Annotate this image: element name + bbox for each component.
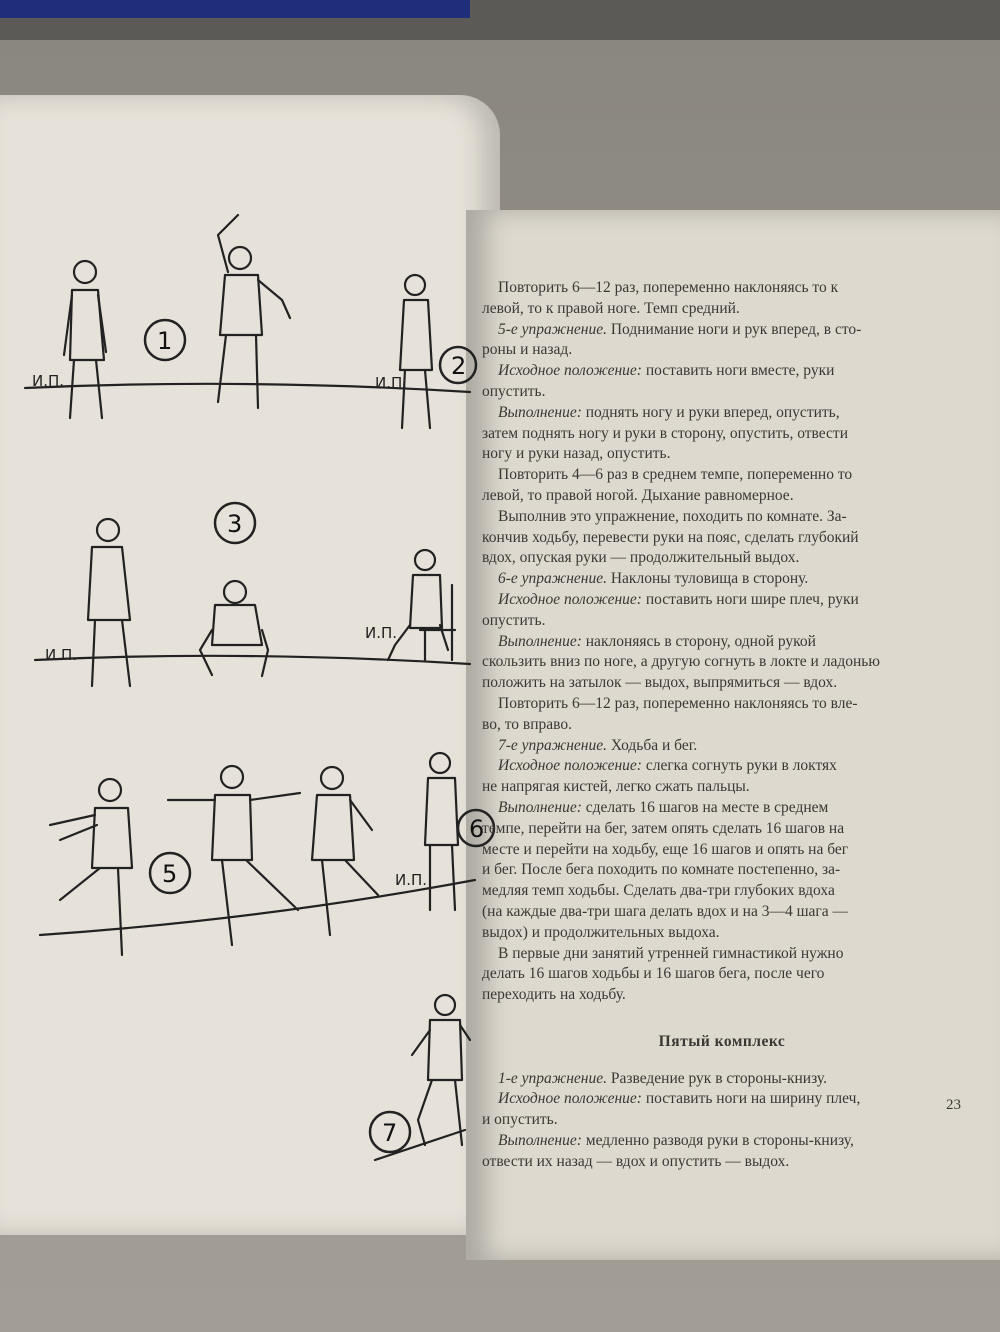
exercise-number-2: 2 [451, 352, 467, 380]
figure-standing-3 [88, 519, 130, 686]
exercise-term: Исходное положение: [498, 1090, 642, 1108]
line-text: слегка согнуть руки в локтях [641, 757, 837, 775]
text-line [482, 486, 962, 507]
exercise-term: Выполнение: [498, 632, 582, 650]
line-text: В первые дни занятий утренней гимнастикой нужно [498, 944, 844, 962]
line-text: затем поднять ногу и руки в сторону, опустить, отвести [482, 424, 848, 442]
ip-label: И.П. [395, 871, 428, 889]
line-text: ногу и руки назад, опустить. [482, 445, 671, 463]
text-line [482, 361, 962, 382]
exercise-number-6: 6 [469, 815, 485, 843]
line-text: поставить ноги на ширину плеч, [641, 1090, 861, 1108]
figure-standing-2 [400, 275, 432, 428]
text-line [482, 548, 962, 569]
exercise-number-7: 7 [382, 1119, 398, 1147]
text-line [482, 777, 962, 798]
line-text: Ходьба и бег. [606, 736, 698, 754]
line-text: во, то вправо. [482, 715, 572, 733]
text-line [482, 611, 962, 632]
text-line [482, 652, 962, 673]
page-number: 23 [946, 1097, 961, 1113]
text-line [482, 964, 962, 985]
text-line [482, 944, 962, 965]
line-text: поставить ноги вместе, руки [641, 362, 835, 380]
figure-leg-back-6 [312, 767, 378, 935]
line-text: левой, то правой ногой. Дыхание равномерное. [482, 486, 794, 504]
text-line [482, 424, 962, 445]
line-text: и опустить. [482, 1111, 558, 1129]
text-line [482, 1152, 962, 1173]
text-section-complex-5 [482, 1069, 962, 1173]
exercise-term: 6-е упражнение. [498, 570, 607, 588]
text-line [482, 756, 962, 777]
line-text: медляя темп ходьбы. Сделать два-три глубоких вдоха [482, 882, 835, 900]
text-section-complex-4 [482, 278, 962, 1006]
text-line [482, 569, 962, 590]
line-text: Поднимание ноги и рук вперед, в сто- [606, 320, 862, 338]
exercise-term: Исходное положение: [498, 757, 642, 775]
figure-leg-forward-5 [50, 779, 132, 955]
line-text: Разведение рук в стороны-книзу. [606, 1069, 827, 1087]
section-heading: Пятый комплекс [658, 1032, 786, 1050]
text-line [482, 860, 962, 881]
text-line [482, 715, 962, 736]
line-text: Наклоны туловища в сторону. [606, 570, 809, 588]
text-line [482, 320, 962, 341]
text-line [482, 694, 962, 715]
figure-arm-raised-1 [218, 215, 290, 408]
text-line [482, 902, 962, 923]
line-text: наклоняясь в сторону, одной рукой [581, 632, 816, 650]
text-line [482, 1110, 962, 1131]
ip-label: И.П. [375, 374, 408, 392]
line-text: не напрягая кистей, легко сжать пальцы. [482, 778, 750, 796]
exercise-term: Выполнение: [498, 1132, 582, 1150]
line-text: вдох, опуская руки — продолжительный выдох. [482, 549, 800, 567]
exercise-term: 1-е упражнение. [498, 1069, 607, 1087]
text-line [482, 444, 962, 465]
line-text: темпе, перейти на бег, затем опять сделать 16 шагов на [482, 819, 845, 837]
line-text: и бег. После бега походить по комнате постепенно, за- [482, 861, 841, 879]
text-line [482, 403, 962, 424]
text-line [482, 1131, 962, 1152]
line-text: Выполнив это упражнение, походить по комнате. За- [498, 507, 847, 525]
line-text: медленно разводя руки в стороны-книзу, [581, 1132, 854, 1150]
line-text: Повторить 6—12 раз, попеременно наклоняясь то вле- [498, 694, 858, 712]
line-text: роны и назад. [482, 341, 573, 359]
text-line [482, 340, 962, 361]
text-line [482, 881, 962, 902]
line-text: опустить. [482, 611, 546, 629]
line-text: Повторить 4—6 раз в среднем темпе, попеременно то [498, 466, 853, 484]
text-line [482, 507, 962, 528]
text-line [482, 590, 962, 611]
exercise-term: Исходное положение: [498, 590, 642, 608]
text-line [482, 673, 962, 694]
text-line [482, 819, 962, 840]
text-line [482, 632, 962, 653]
text-line [482, 1089, 962, 1110]
exercise-term: 7-е упражнение. [498, 736, 607, 754]
line-text: переходить на ходьбу. [482, 986, 626, 1004]
line-text: кончив ходьбу, перевести руки на пояс, сделать глубокий [482, 528, 859, 546]
ip-label: И.П. [365, 624, 398, 642]
floor-line [35, 656, 470, 664]
exercise-term: Исходное положение: [498, 362, 642, 380]
line-text: месте и перейти на ходьбу, еще 16 шагов и опять на бег [482, 840, 849, 858]
line-text: опустить. [482, 382, 546, 400]
line-text: поставить ноги шире плеч, руки [641, 590, 859, 608]
line-text: скользить вниз по ноге, а другую согнуть в локте и ладонью [482, 653, 880, 671]
exercise-term: 5-е упражнение. [498, 320, 607, 338]
text-line [482, 278, 962, 299]
line-text: поднять ногу и руки вперед, опустить, [581, 403, 840, 421]
figure-walking-7 [412, 995, 470, 1145]
exercise-term: Выполнение: [498, 403, 582, 421]
page-text [482, 278, 962, 1173]
figure-squatting-3 [200, 581, 268, 676]
exercise-term: Выполнение: [498, 798, 582, 816]
line-text: (на каждые два-три шага делать вдох и на 3—4 шага — [482, 902, 849, 920]
text-line [482, 840, 962, 861]
text-line [482, 985, 962, 1006]
text-line [482, 798, 962, 819]
text-line [482, 382, 962, 403]
exercise-number-1: 1 [157, 327, 173, 355]
ip-label: И.П. [45, 646, 78, 664]
line-text: делать 16 шагов ходьбы и 16 шагов бега, после чего [482, 965, 825, 983]
ip-label: И.П. [32, 372, 65, 390]
text-line [482, 299, 962, 320]
line-text: отвести их назад — вдох и опустить — выдох. [482, 1152, 790, 1170]
exercise-number-5: 5 [162, 860, 178, 888]
text-line [482, 465, 962, 486]
line-text: положить на затылок — выдох, выпрямиться — вдох. [482, 674, 838, 692]
exercise-number-3: 3 [227, 510, 243, 538]
text-line [482, 1069, 962, 1090]
text-line [482, 736, 962, 757]
text-line [482, 528, 962, 549]
figure-sitting-4 [388, 550, 455, 660]
line-text: сделать 16 шагов на месте в среднем [581, 798, 829, 816]
text-line [482, 923, 962, 944]
line-text: Повторить 6—12 раз, попеременно наклоняясь то к [498, 279, 839, 296]
line-text: выдох) и продолжительных выдоха. [482, 923, 720, 941]
figure-standing-1 [64, 261, 106, 418]
figure-arms-side-5 [168, 766, 300, 945]
line-text: левой, то к правой ноге. Темп средний. [482, 299, 740, 317]
